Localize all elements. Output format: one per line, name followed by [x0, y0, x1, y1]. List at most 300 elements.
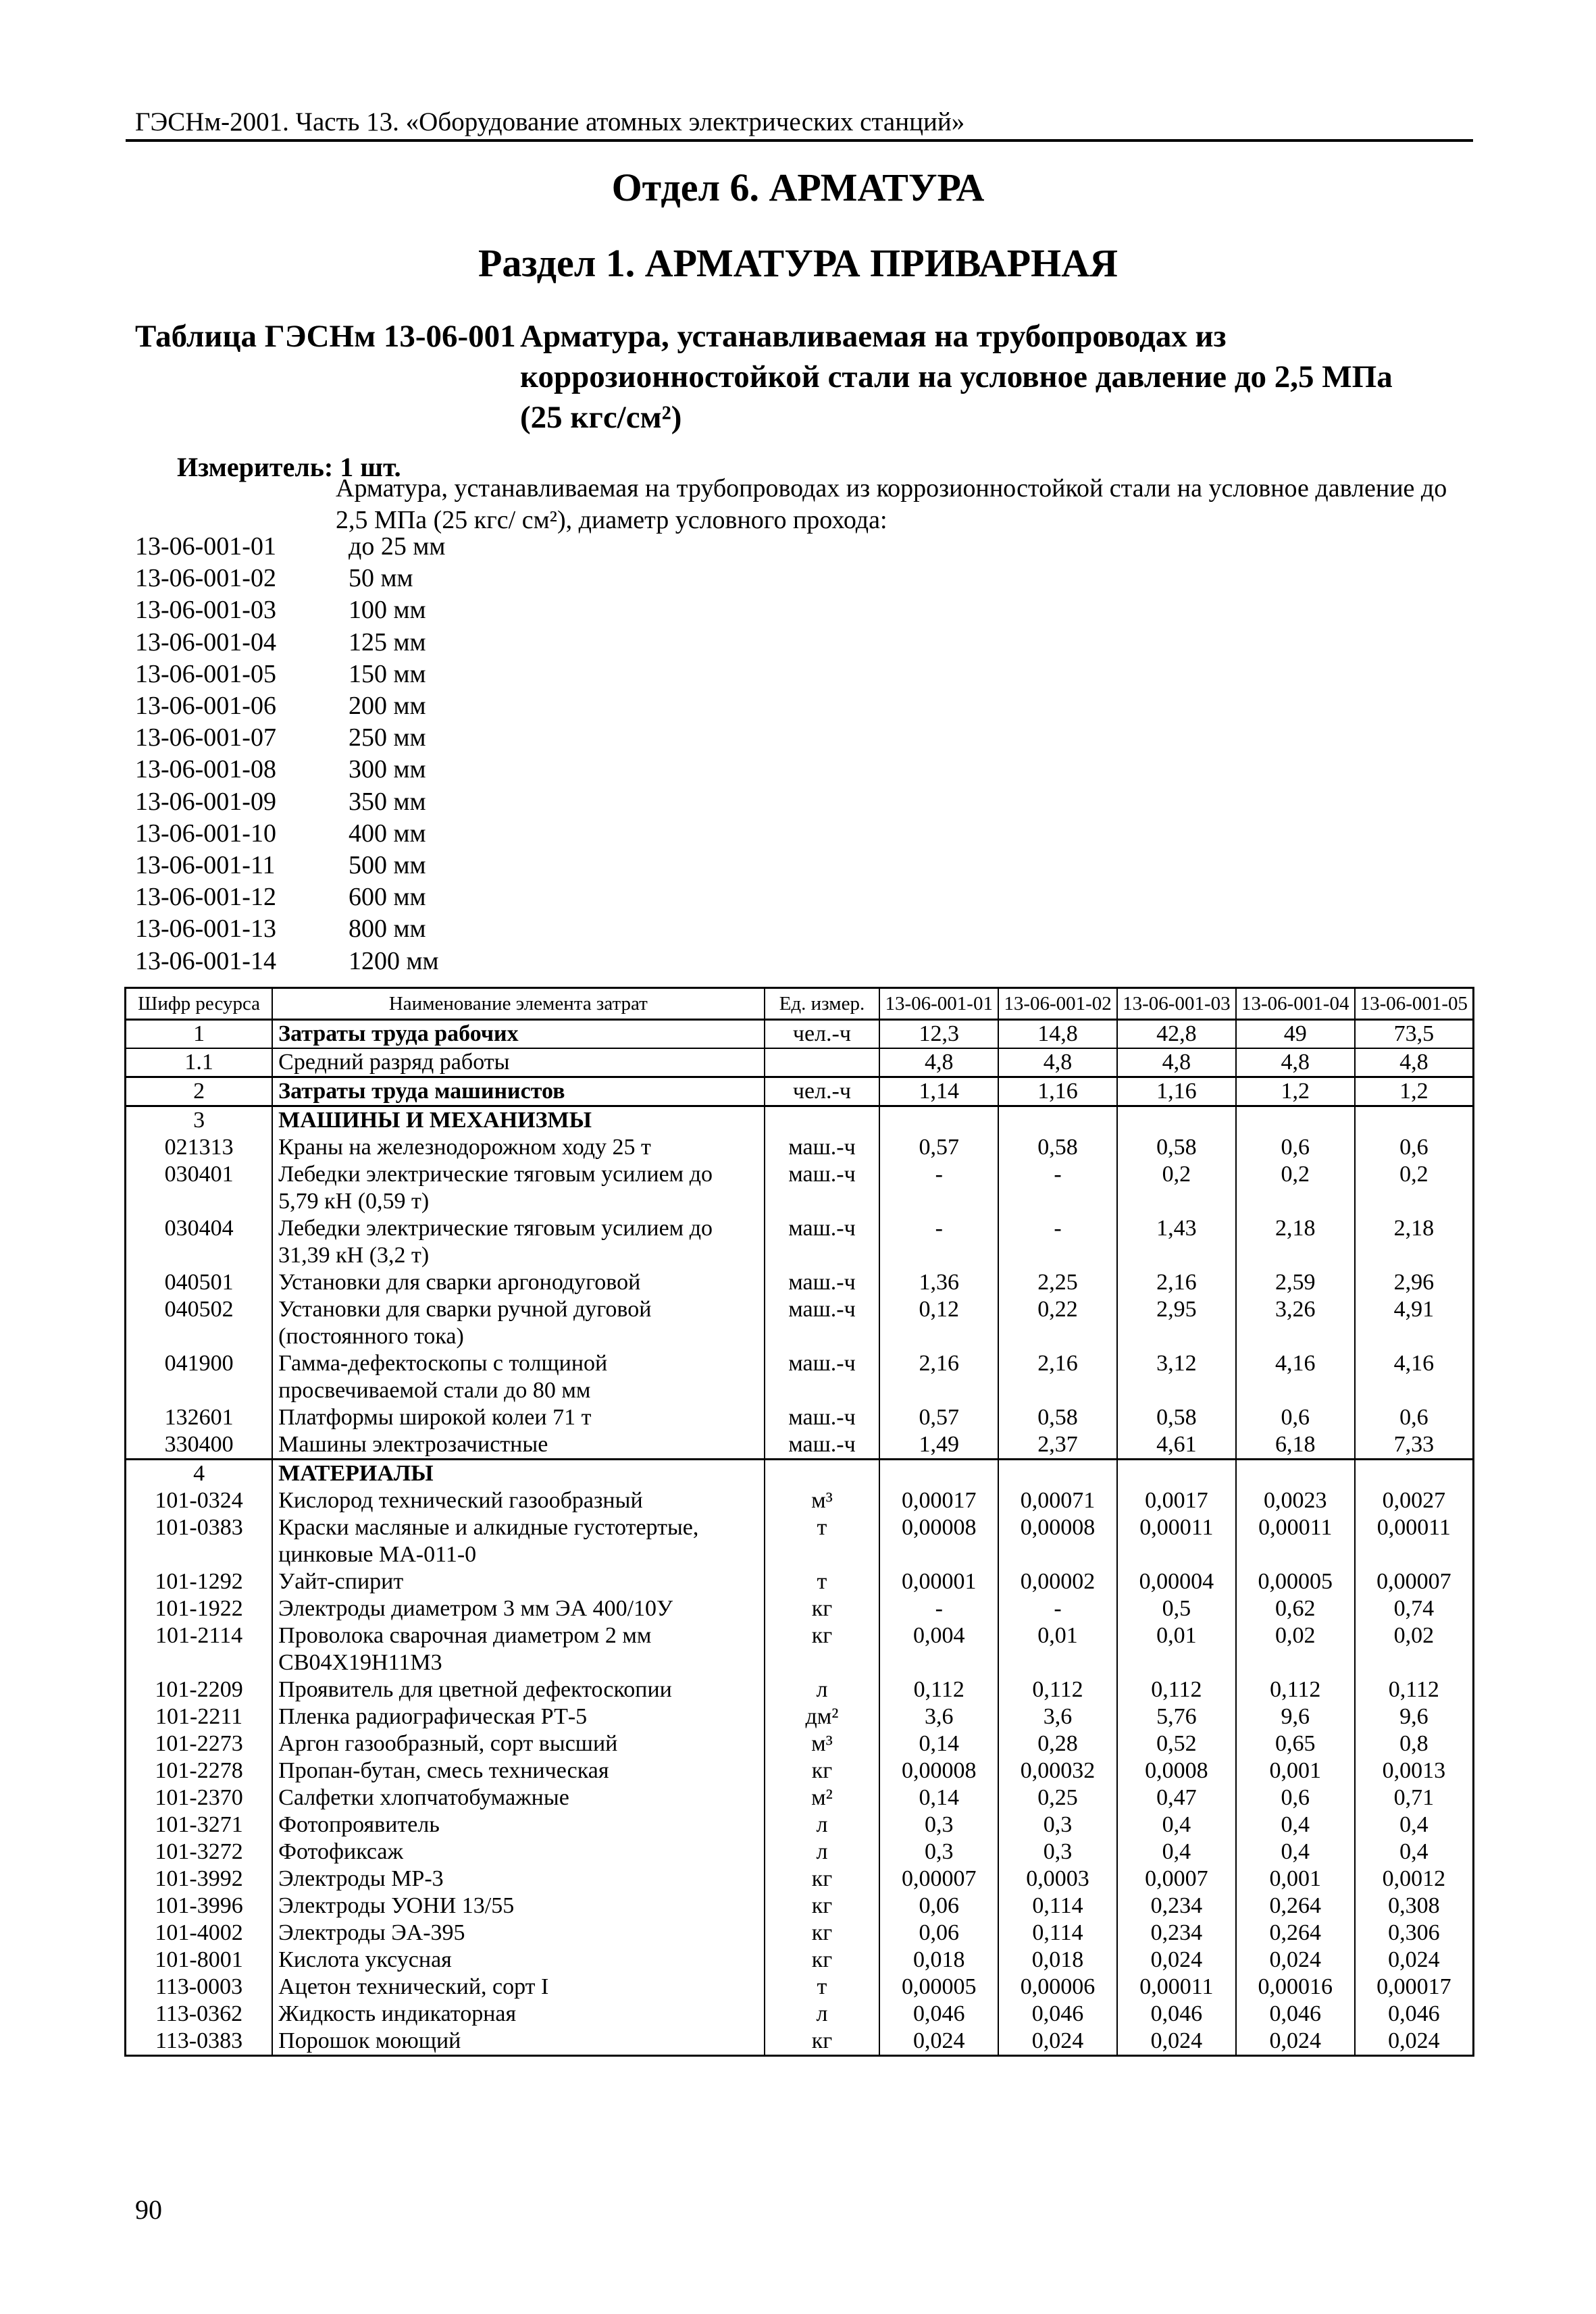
resource-code: 040501 — [126, 1269, 273, 1296]
table-row — [126, 1811, 1474, 1839]
value-col-1: 0,004 — [879, 1622, 998, 1676]
table-title — [135, 316, 1472, 438]
value-col-3: 0,47 — [1117, 1784, 1236, 1811]
cost-element-name: МАТЕРИАЛЫ — [272, 1460, 764, 1488]
cost-element-name: Пропан-бутан, смесь техническая — [272, 1757, 764, 1784]
unit — [765, 1460, 880, 1488]
unit: кг — [765, 1893, 880, 1920]
value-col-3: 0,0017 — [1117, 1487, 1236, 1514]
table-row — [126, 1106, 1474, 1135]
header-col-2: 13-06-001-02 — [998, 988, 1117, 1020]
resource-code: 101-0324 — [126, 1487, 273, 1514]
value-col-3: 0,5 — [1117, 1595, 1236, 1622]
value-col-5: 0,02 — [1355, 1622, 1474, 1676]
table-title-text — [520, 316, 1466, 438]
cost-element-name: Аргон газообразный, сорт высший — [272, 1730, 764, 1757]
value-col-4: 0,00005 — [1236, 1568, 1355, 1595]
value-col-2: 0,28 — [998, 1730, 1117, 1757]
value-col-5: 7,33 — [1355, 1431, 1474, 1460]
unit: маш.-ч — [765, 1296, 880, 1350]
value-col-1: 0,14 — [879, 1730, 998, 1757]
unit: м³ — [765, 1487, 880, 1514]
unit: кг — [765, 1595, 880, 1622]
value-col-5: 0,024 — [1355, 2028, 1474, 2056]
value-col-1: 0,3 — [879, 1839, 998, 1866]
value-col-4: 0,112 — [1236, 1676, 1355, 1703]
norm-code: 13-06-001-09 — [135, 787, 276, 816]
value-col-1: 0,06 — [879, 1893, 998, 1920]
unit — [765, 1106, 880, 1135]
norm-code: 13-06-001-04 — [135, 627, 276, 657]
value-col-4: 6,18 — [1236, 1431, 1355, 1460]
value-col-2 — [998, 1460, 1117, 1488]
cost-element-name: Установки для сварки ручной дуговой (постоянного тока) — [272, 1296, 764, 1350]
value-col-3: 0,4 — [1117, 1811, 1236, 1839]
norm-code: 13-06-001-14 — [135, 946, 276, 975]
value-col-1: 0,00008 — [879, 1514, 998, 1568]
value-col-5 — [1355, 1106, 1474, 1135]
value-col-4: 0,00011 — [1236, 1514, 1355, 1568]
value-col-3: 42,8 — [1117, 1020, 1236, 1049]
table-row — [126, 1568, 1474, 1595]
resource-code: 132601 — [126, 1404, 273, 1431]
value-col-3: 0,58 — [1117, 1404, 1236, 1431]
table-row — [126, 1866, 1474, 1893]
value-col-3 — [1117, 1460, 1236, 1488]
value-col-5: 0,6 — [1355, 1404, 1474, 1431]
cost-element-name: МАШИНЫ И МЕХАНИЗМЫ — [272, 1106, 764, 1135]
value-col-2: 0,00032 — [998, 1757, 1117, 1784]
resource-code: 101-4002 — [126, 1920, 273, 1947]
value-col-1 — [879, 1106, 998, 1135]
value-col-1: 0,57 — [879, 1134, 998, 1161]
cost-element-name: Фотопроявитель — [272, 1811, 764, 1839]
value-col-2: 0,58 — [998, 1404, 1117, 1431]
nominal-diameter: 150 мм — [349, 659, 426, 688]
unit: м³ — [765, 1730, 880, 1757]
table-row — [126, 1404, 1474, 1431]
table-row — [126, 2028, 1474, 2056]
value-col-3: 0,234 — [1117, 1920, 1236, 1947]
value-col-5: 0,00007 — [1355, 1568, 1474, 1595]
table-header-row — [126, 988, 1474, 1020]
resource-code: 4 — [126, 1460, 273, 1488]
value-col-4: 0,6 — [1236, 1784, 1355, 1811]
resource-code: 041900 — [126, 1350, 273, 1404]
cost-element-name: Электроды УОНИ 13/55 — [272, 1893, 764, 1920]
code-list-item — [135, 786, 445, 818]
header-code: Шифр ресурса — [126, 988, 273, 1020]
value-col-5: 1,2 — [1355, 1077, 1474, 1106]
unit: маш.-ч — [765, 1350, 880, 1404]
value-col-5: 0,2 — [1355, 1161, 1474, 1215]
value-col-5: 0,6 — [1355, 1134, 1474, 1161]
value-col-1: 0,112 — [879, 1676, 998, 1703]
code-list-item — [135, 690, 445, 722]
value-col-5: 0,00011 — [1355, 1514, 1474, 1568]
table-row — [126, 1269, 1474, 1296]
table-body — [126, 1020, 1474, 2056]
resource-code: 030404 — [126, 1215, 273, 1269]
value-col-1: - — [879, 1161, 998, 1215]
value-col-2: 2,25 — [998, 1269, 1117, 1296]
table-row — [126, 1974, 1474, 2001]
value-col-4: 0,0023 — [1236, 1487, 1355, 1514]
value-col-4: 0,2 — [1236, 1161, 1355, 1215]
unit: маш.-ч — [765, 1215, 880, 1269]
cost-element-name: Затраты труда рабочих — [272, 1020, 764, 1049]
cost-element-name: Проволока сварочная диаметром 2 мм СВ04Х19Н11М3 — [272, 1622, 764, 1676]
page-number: 90 — [135, 2194, 162, 2225]
cost-element-name: Электроды МР-3 — [272, 1866, 764, 1893]
value-col-3: 0,024 — [1117, 1947, 1236, 1974]
value-col-3: 0,2 — [1117, 1161, 1236, 1215]
table-row — [126, 1048, 1474, 1077]
value-col-3: 1,16 — [1117, 1077, 1236, 1106]
value-col-4: 0,6 — [1236, 1404, 1355, 1431]
value-col-5: 0,306 — [1355, 1920, 1474, 1947]
resource-code: 101-2114 — [126, 1622, 273, 1676]
table-row — [126, 1077, 1474, 1106]
norm-code: 13-06-001-07 — [135, 723, 276, 752]
value-col-3: 0,0007 — [1117, 1866, 1236, 1893]
norm-code: 13-06-001-10 — [135, 819, 276, 848]
nominal-diameter: 500 мм — [349, 851, 426, 880]
value-col-2: - — [998, 1595, 1117, 1622]
table-row — [126, 1595, 1474, 1622]
cost-element-name: Ацетон технический, сорт I — [272, 1974, 764, 2001]
value-col-4: 0,00016 — [1236, 1974, 1355, 2001]
value-col-4: 3,26 — [1236, 1296, 1355, 1350]
value-col-2: 1,16 — [998, 1077, 1117, 1106]
value-col-2: 0,58 — [998, 1134, 1117, 1161]
unit: л — [765, 2001, 880, 2028]
value-col-3: 2,95 — [1117, 1296, 1236, 1350]
value-col-3: 0,4 — [1117, 1839, 1236, 1866]
value-col-3: 0,01 — [1117, 1622, 1236, 1676]
table-row — [126, 1730, 1474, 1757]
resource-code: 101-1292 — [126, 1568, 273, 1595]
table-row — [126, 1703, 1474, 1730]
value-col-1: 0,57 — [879, 1404, 998, 1431]
value-col-1: 4,8 — [879, 1048, 998, 1077]
value-col-2: - — [998, 1161, 1117, 1215]
cost-element-name: Средний разряд работы — [272, 1048, 764, 1077]
nominal-diameter: 800 мм — [349, 915, 426, 944]
value-col-4: 9,6 — [1236, 1703, 1355, 1730]
value-col-5: 0,00017 — [1355, 1974, 1474, 2001]
table-title-label: Таблица ГЭСНм 13-06-001 — [135, 319, 516, 354]
cost-element-name: Машины электрозачистные — [272, 1431, 764, 1460]
value-col-1: 0,024 — [879, 2028, 998, 2056]
value-col-2: 0,01 — [998, 1622, 1117, 1676]
value-col-5: 0,308 — [1355, 1893, 1474, 1920]
resource-code: 021313 — [126, 1134, 273, 1161]
value-col-4 — [1236, 1460, 1355, 1488]
nominal-diameter: 350 мм — [349, 787, 426, 816]
resource-code: 113-0003 — [126, 1974, 273, 2001]
unit: кг — [765, 2028, 880, 2056]
value-col-1: 12,3 — [879, 1020, 998, 1049]
cost-element-name: Проявитель для цветной дефектоскопии — [272, 1676, 764, 1703]
unit: м² — [765, 1784, 880, 1811]
nominal-diameter: 400 мм — [349, 819, 426, 848]
value-col-5: 0,0013 — [1355, 1757, 1474, 1784]
value-col-3: 0,00011 — [1117, 1974, 1236, 2001]
value-col-4: 49 — [1236, 1020, 1355, 1049]
unit: кг — [765, 1622, 880, 1676]
unit: л — [765, 1839, 880, 1866]
value-col-3: 0,00011 — [1117, 1514, 1236, 1568]
code-list-item — [135, 722, 445, 754]
nominal-diameter: 1200 мм — [349, 946, 439, 975]
unit: маш.-ч — [765, 1404, 880, 1431]
unit: дм² — [765, 1703, 880, 1730]
resource-code: 101-2211 — [126, 1703, 273, 1730]
nominal-diameter: 250 мм — [349, 723, 426, 752]
value-col-5: 4,16 — [1355, 1350, 1474, 1404]
value-col-2: 0,3 — [998, 1811, 1117, 1839]
norm-code: 13-06-001-11 — [135, 851, 276, 880]
value-col-4: 0,046 — [1236, 2001, 1355, 2028]
value-col-4: 0,024 — [1236, 1947, 1355, 1974]
value-col-2: 0,0003 — [998, 1866, 1117, 1893]
norm-code: 13-06-001-05 — [135, 659, 276, 688]
value-col-4: 2,59 — [1236, 1269, 1355, 1296]
resource-code: 101-3272 — [126, 1839, 273, 1866]
code-list-item — [135, 946, 445, 977]
resource-code: 101-3271 — [126, 1811, 273, 1839]
measure-unit: Измеритель: 1 шт. — [177, 452, 401, 482]
code-list-item — [135, 594, 445, 626]
value-col-2: 0,00002 — [998, 1568, 1117, 1595]
cost-element-name: Краски масляные и алкидные густотертые, цинковые МА-011-0 — [272, 1514, 764, 1568]
cost-element-name: Краны на железнодорожном ходу 25 т — [272, 1134, 764, 1161]
value-col-5: 9,6 — [1355, 1703, 1474, 1730]
resource-code: 101-3996 — [126, 1893, 273, 1920]
value-col-4: 1,2 — [1236, 1077, 1355, 1106]
value-col-2: - — [998, 1215, 1117, 1269]
value-col-4: 0,024 — [1236, 2028, 1355, 2056]
unit: кг — [765, 1947, 880, 1974]
unit: кг — [765, 1757, 880, 1784]
nominal-diameter: 50 мм — [349, 564, 413, 593]
table-row — [126, 1622, 1474, 1676]
cost-element-name: Салфетки хлопчатобумажные — [272, 1784, 764, 1811]
cost-element-name: Порошок моющий — [272, 2028, 764, 2056]
value-col-3: 4,8 — [1117, 1048, 1236, 1077]
resource-code: 113-0383 — [126, 2028, 273, 2056]
table-row — [126, 1784, 1474, 1811]
resource-code: 1.1 — [126, 1048, 273, 1077]
table-row — [126, 1947, 1474, 1974]
resource-code: 101-3992 — [126, 1866, 273, 1893]
value-col-1: 0,12 — [879, 1296, 998, 1350]
value-col-5: 2,96 — [1355, 1269, 1474, 1296]
nominal-diameter: 200 мм — [349, 692, 426, 721]
norm-code: 13-06-001-01 — [135, 532, 276, 561]
value-col-1: - — [879, 1595, 998, 1622]
value-col-2: 0,112 — [998, 1676, 1117, 1703]
value-col-1: 2,16 — [879, 1350, 998, 1404]
unit: маш.-ч — [765, 1161, 880, 1215]
nominal-diameter: 100 мм — [349, 596, 426, 625]
table-row — [126, 1893, 1474, 1920]
value-col-3: 0,024 — [1117, 2028, 1236, 2056]
value-col-4: 0,264 — [1236, 1920, 1355, 1947]
table-row — [126, 1920, 1474, 1947]
value-col-2: 0,046 — [998, 2001, 1117, 2028]
value-col-4: 0,6 — [1236, 1134, 1355, 1161]
cost-element-name: Установки для сварки аргонодуговой — [272, 1269, 764, 1296]
value-col-5: 0,112 — [1355, 1676, 1474, 1703]
value-col-5 — [1355, 1460, 1474, 1488]
value-col-1: 0,3 — [879, 1811, 998, 1839]
value-col-3: 0,046 — [1117, 2001, 1236, 2028]
value-col-1: 0,14 — [879, 1784, 998, 1811]
value-col-5: 2,18 — [1355, 1215, 1474, 1269]
table-row — [126, 1676, 1474, 1703]
value-col-1: 0,00001 — [879, 1568, 998, 1595]
department-title: Отдел 6. АРМАТУРА — [611, 165, 985, 209]
header-col-3: 13-06-001-03 — [1117, 988, 1236, 1020]
value-col-2: 3,6 — [998, 1703, 1117, 1730]
value-col-2: 0,3 — [998, 1839, 1117, 1866]
value-col-4: 0,001 — [1236, 1866, 1355, 1893]
value-col-4: 0,65 — [1236, 1730, 1355, 1757]
norm-code: 13-06-001-06 — [135, 692, 276, 721]
norm-code: 13-06-001-08 — [135, 755, 276, 784]
section-title: Раздел 1. АРМАТУРА ПРИВАРНАЯ — [478, 241, 1118, 285]
value-col-3: 4,61 — [1117, 1431, 1236, 1460]
value-col-1: 0,00007 — [879, 1866, 998, 1893]
value-col-5: 0,046 — [1355, 2001, 1474, 2028]
cost-element-name: Кислота уксусная — [272, 1947, 764, 1974]
value-col-1: 0,00005 — [879, 1974, 998, 2001]
unit: т — [765, 1514, 880, 1568]
unit: чел.-ч — [765, 1077, 880, 1106]
code-list-item — [135, 659, 445, 690]
nominal-diameter: 125 мм — [349, 627, 426, 657]
table-row — [126, 1431, 1474, 1460]
nominal-diameter: 300 мм — [349, 755, 426, 784]
value-col-2: 2,37 — [998, 1431, 1117, 1460]
resource-code: 101-1922 — [126, 1595, 273, 1622]
value-col-5: 0,0012 — [1355, 1866, 1474, 1893]
value-col-4: 0,001 — [1236, 1757, 1355, 1784]
value-col-5: 0,024 — [1355, 1947, 1474, 1974]
value-col-5: 73,5 — [1355, 1020, 1474, 1049]
norm-code: 13-06-001-02 — [135, 564, 276, 593]
unit: кг — [765, 1920, 880, 1947]
unit: т — [765, 1568, 880, 1595]
code-list-item — [135, 627, 445, 659]
value-col-1: 1,49 — [879, 1431, 998, 1460]
value-col-1: 0,046 — [879, 2001, 998, 2028]
norm-code: 13-06-001-12 — [135, 883, 276, 912]
resource-code: 040502 — [126, 1296, 273, 1350]
value-col-3: 0,234 — [1117, 1893, 1236, 1920]
resource-code: 101-8001 — [126, 1947, 273, 1974]
table-row — [126, 1839, 1474, 1866]
value-col-1 — [879, 1460, 998, 1488]
resource-code: 101-2370 — [126, 1784, 273, 1811]
cost-element-name: Лебедки электрические тяговым усилием до 5,79 кН (0,59 т) — [272, 1161, 764, 1215]
resource-code: 1 — [126, 1020, 273, 1049]
cost-element-name: Фотофиксаж — [272, 1839, 764, 1866]
resource-table — [124, 987, 1474, 2057]
unit: маш.-ч — [765, 1431, 880, 1460]
value-col-1: - — [879, 1215, 998, 1269]
running-title: ГЭСНм-2001. Часть 13. «Оборудование атомных электрических станций» — [135, 107, 965, 136]
cost-element-name: Затраты труда машинистов — [272, 1077, 764, 1106]
table-title-line: Арматура, устанавливаемая на трубопроводах из — [520, 319, 1227, 354]
table-row — [126, 2001, 1474, 2028]
value-col-4 — [1236, 1106, 1355, 1135]
table-row — [126, 1757, 1474, 1784]
norm-code: 13-06-001-13 — [135, 915, 276, 944]
resource-code: 113-0362 — [126, 2001, 273, 2028]
code-list-item — [135, 881, 445, 913]
value-col-3: 1,43 — [1117, 1215, 1236, 1269]
table-row — [126, 1020, 1474, 1049]
value-col-3: 0,52 — [1117, 1730, 1236, 1757]
value-col-5: 0,74 — [1355, 1595, 1474, 1622]
unit: кг — [765, 1866, 880, 1893]
cost-element-name: Жидкость индикаторная — [272, 2001, 764, 2028]
nominal-diameter: 600 мм — [349, 883, 426, 912]
table-row — [126, 1514, 1474, 1568]
value-col-4: 0,264 — [1236, 1893, 1355, 1920]
code-list-item — [135, 531, 445, 563]
value-col-2: 0,024 — [998, 2028, 1117, 2056]
unit: л — [765, 1811, 880, 1839]
resource-code: 3 — [126, 1106, 273, 1135]
cost-element-name: Уайт-спирит — [272, 1568, 764, 1595]
code-list-item — [135, 563, 445, 594]
value-col-4: 4,8 — [1236, 1048, 1355, 1077]
value-col-5: 4,91 — [1355, 1296, 1474, 1350]
code-list — [135, 531, 445, 977]
value-col-5: 0,8 — [1355, 1730, 1474, 1757]
code-list-item — [135, 850, 445, 881]
value-col-2: 2,16 — [998, 1350, 1117, 1404]
unit: л — [765, 1676, 880, 1703]
nominal-diameter: до 25 мм — [349, 532, 446, 561]
table-title-line: коррозионностойкой стали на условное давление до 2,5 МПа — [520, 359, 1393, 394]
unit: маш.-ч — [765, 1269, 880, 1296]
value-col-2: 0,018 — [998, 1947, 1117, 1974]
value-col-3: 3,12 — [1117, 1350, 1236, 1404]
value-col-3: 0,58 — [1117, 1134, 1236, 1161]
value-col-5: 0,4 — [1355, 1839, 1474, 1866]
value-col-5: 0,0027 — [1355, 1487, 1474, 1514]
value-col-1: 1,14 — [879, 1077, 998, 1106]
value-col-4: 0,62 — [1236, 1595, 1355, 1622]
value-col-1: 3,6 — [879, 1703, 998, 1730]
code-list-item — [135, 913, 445, 945]
value-col-4: 0,4 — [1236, 1811, 1355, 1839]
value-col-2: 4,8 — [998, 1048, 1117, 1077]
header-col-4: 13-06-001-04 — [1236, 988, 1355, 1020]
table-row — [126, 1134, 1474, 1161]
value-col-5: 4,8 — [1355, 1048, 1474, 1077]
value-col-3: 0,00004 — [1117, 1568, 1236, 1595]
value-col-5: 0,71 — [1355, 1784, 1474, 1811]
cost-element-name: Электроды диаметром 3 мм ЭА 400/10У — [272, 1595, 764, 1622]
cost-element-name: Кислород технический газообразный — [272, 1487, 764, 1514]
resource-code: 101-2209 — [126, 1676, 273, 1703]
